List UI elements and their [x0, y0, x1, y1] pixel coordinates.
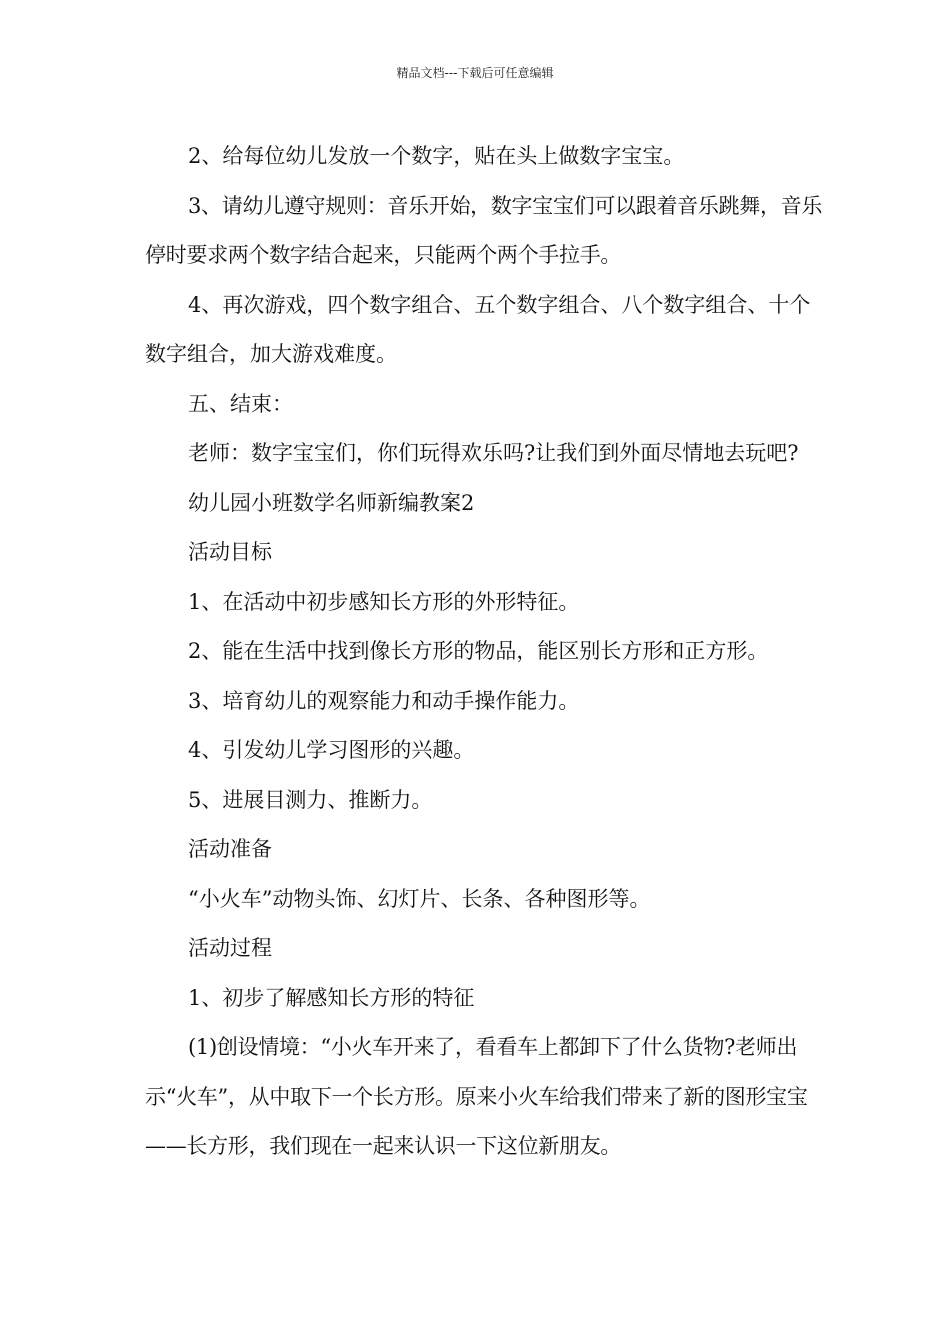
- list-item: 4、引发幼儿学习图形的兴趣。: [188, 738, 475, 762]
- section-heading: 活动目标: [188, 540, 272, 564]
- lesson-title: 幼儿园小班数学名师新编教案2: [188, 490, 475, 515]
- paragraph: “小火车”动物头饰、幻灯片、长条、各种图形等。: [188, 886, 651, 911]
- list-item: 1、在活动中初步感知长方形的外形特征。: [188, 589, 580, 614]
- section-heading: 活动过程: [188, 936, 272, 960]
- page-header: 精品文档---下载后可任意编辑: [396, 66, 554, 80]
- list-item: 2、能在生活中找到像长方形的物品，能区别长方形和正方形。: [188, 639, 769, 663]
- paragraph: (1)创设情境：“小火车开来了，看看车上都卸下了什么货物?老师出示“火车”，从中取下一个长方形。原来小火车给我们带来了新的图形宝宝——长方形，我们现在一起来认识一下这位新朋友。: [145, 1035, 808, 1158]
- paragraph: 2、给每位幼儿发放一个数字，贴在头上做数字宝宝。: [188, 144, 685, 168]
- section-heading: 活动准备: [188, 837, 272, 861]
- paragraph: 4、再次游戏，四个数字组合、五个数字组合、八个数字组合、十个数字组合，加大游戏难度。: [145, 292, 811, 366]
- list-item: 1、初步了解感知长方形的特征: [188, 985, 475, 1010]
- list-item: 5、进展目测力、推断力。: [188, 787, 433, 812]
- paragraph: 3、请幼儿遵守规则：音乐开始，数字宝宝们可以跟着音乐跳舞，音乐停时要求两个数字结合起来，只能两个两个手拉手。: [145, 193, 823, 267]
- document-body: [145, 132, 825, 1172]
- list-item: 3、培育幼儿的观察能力和动手操作能力。: [188, 688, 580, 713]
- section-heading: 五、结束：: [188, 391, 293, 416]
- paragraph: 老师：数字宝宝们，你们玩得欢乐吗?让我们到外面尽情地去玩吧?: [188, 441, 799, 465]
